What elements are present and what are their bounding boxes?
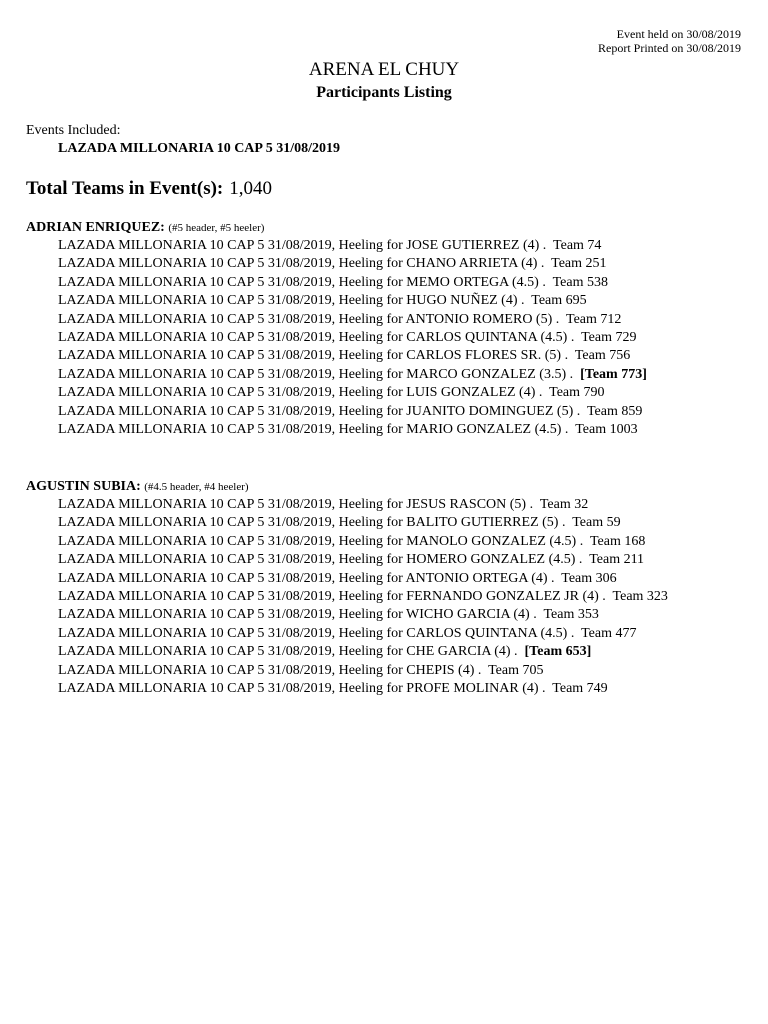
event-name: LAZADA MILLONARIA 10 CAP 5 31/08/2019 [58,141,340,156]
entry-list [58,496,668,698]
list-item [58,643,668,661]
list-item [58,421,647,439]
entry-description: LAZADA MILLONARIA 10 CAP 5 31/08/2019, Heeling for WICHO GARCIA (4) . [58,607,537,623]
list-item [58,237,647,255]
participant-block [26,220,647,439]
entry-description: LAZADA MILLONARIA 10 CAP 5 31/08/2019, Heeling for HOMERO GONZALEZ (4.5) . [58,552,583,568]
entry-description: LAZADA MILLONARIA 10 CAP 5 31/08/2019, Heeling for JUANITO DOMINGUEZ (5) . [58,403,581,419]
entry-list [58,237,647,439]
entry-description: LAZADA MILLONARIA 10 CAP 5 31/08/2019, Heeling for CARLOS FLORES SR. (5) . [58,348,569,364]
team-number: Team 323 [612,589,668,605]
entry-description: LAZADA MILLONARIA 10 CAP 5 31/08/2019, Heeling for HUGO NUÑEZ (4) . [58,293,525,309]
list-item [58,347,647,365]
list-item [58,403,647,421]
team-number: Team 168 [589,533,646,549]
team-number: Team 712 [566,311,622,327]
team-number: Team 695 [531,293,587,309]
total-teams-value: 1,040 [229,178,272,199]
list-item [58,662,668,680]
list-item [58,625,668,643]
participant-name: ADRIAN ENRIQUEZ: [26,220,165,235]
list-item [58,384,647,402]
entry-description: LAZADA MILLONARIA 10 CAP 5 31/08/2019, Heeling for ANTONIO ORTEGA (4) . [58,570,555,586]
page-title: ARENA EL CHUY [308,59,460,80]
team-number: Team 790 [549,385,605,401]
team-number: Team 705 [488,662,544,678]
page-subtitle: Participants Listing [316,84,452,101]
total-teams [26,177,272,201]
entry-description: LAZADA MILLONARIA 10 CAP 5 31/08/2019, Heeling for JOSE GUTIERREZ (4) . [58,238,547,253]
entry-description: LAZADA MILLONARIA 10 CAP 5 31/08/2019, Heeling for CHE GARCIA (4) . [58,644,518,660]
report-meta [598,27,741,55]
entry-description: LAZADA MILLONARIA 10 CAP 5 31/08/2019, Heeling for MARIO GONZALEZ (4.5) . [58,422,569,438]
team-number: Team 749 [552,681,608,697]
entry-description: LAZADA MILLONARIA 10 CAP 5 31/08/2019, Heeling for ANTONIO ROMERO (5) . [58,311,560,327]
team-number: Team 211 [589,552,645,568]
list-item [58,533,668,551]
list-item [58,292,647,310]
total-teams-label: Total Teams in Event(s): [26,178,224,199]
team-number: Team 59 [572,515,621,531]
team-number-highlighted: [Team 653] [524,644,592,660]
events-included-label: Events Included: [26,123,121,138]
team-number: Team 729 [581,330,637,346]
team-number: Team 538 [552,274,608,290]
participant-header [26,479,668,495]
team-number: Team 859 [586,403,643,419]
participant-rating: (#4.5 header, #4 heeler) [144,481,249,493]
team-number: Team 477 [581,625,637,641]
list-item [58,329,647,347]
entry-description: LAZADA MILLONARIA 10 CAP 5 31/08/2019, Heeling for CHEPIS (4) . [58,662,482,678]
list-item [58,680,668,698]
list-item [58,366,647,384]
entry-description: LAZADA MILLONARIA 10 CAP 5 31/08/2019, Heeling for CARLOS QUINTANA (4.5) . [58,625,575,641]
team-number: Team 32 [539,497,589,512]
participant-header [26,220,647,236]
events-included-list [58,141,340,157]
entry-description: LAZADA MILLONARIA 10 CAP 5 31/08/2019, Heeling for MANOLO GONZALEZ (4.5) . [58,533,584,549]
list-item [58,514,668,532]
event-held-date: Event held on 30/08/2019 [616,27,741,41]
entry-description: LAZADA MILLONARIA 10 CAP 5 31/08/2019, Heeling for MARCO GONZALEZ (3.5) . [58,366,574,382]
team-number: Team 306 [561,570,617,586]
report-printed-date: Report Printed on 30/08/2019 [598,41,741,55]
list-item [58,551,668,569]
entry-description: LAZADA MILLONARIA 10 CAP 5 31/08/2019, Heeling for CHANO ARRIETA (4) . [58,256,545,272]
list-item [58,606,668,624]
team-number-highlighted: [Team 773] [580,366,647,382]
entry-description: LAZADA MILLONARIA 10 CAP 5 31/08/2019, Heeling for LUIS GONZALEZ (4) . [58,385,543,401]
team-number: Team 74 [553,238,602,253]
team-number: Team 1003 [575,422,638,438]
list-item [58,570,668,588]
list-item [58,588,668,606]
list-item [58,496,668,514]
entry-description: LAZADA MILLONARIA 10 CAP 5 31/08/2019, Heeling for PROFE MOLINAR (4) . [58,681,546,697]
team-number: Team 353 [543,607,599,623]
entry-description: LAZADA MILLONARIA 10 CAP 5 31/08/2019, Heeling for MEMO ORTEGA (4.5) . [58,274,546,290]
entry-description: LAZADA MILLONARIA 10 CAP 5 31/08/2019, Heeling for JESUS RASCON (5) . [58,497,534,512]
list-item [58,274,647,292]
entry-description: LAZADA MILLONARIA 10 CAP 5 31/08/2019, Heeling for BALITO GUTIERREZ (5) . [58,515,566,531]
list-item [58,311,647,329]
team-number: Team 251 [551,256,607,272]
entry-description: LAZADA MILLONARIA 10 CAP 5 31/08/2019, Heeling for CARLOS QUINTANA (4.5) . [58,330,575,346]
team-number: Team 756 [574,348,631,364]
list-item [58,255,647,273]
entry-description: LAZADA MILLONARIA 10 CAP 5 31/08/2019, Heeling for FERNANDO GONZALEZ JR (4) . [58,589,606,605]
participant-rating: (#5 header, #5 heeler) [168,222,265,234]
participant-name: AGUSTIN SUBIA: [26,479,141,494]
participant-block [26,479,668,698]
